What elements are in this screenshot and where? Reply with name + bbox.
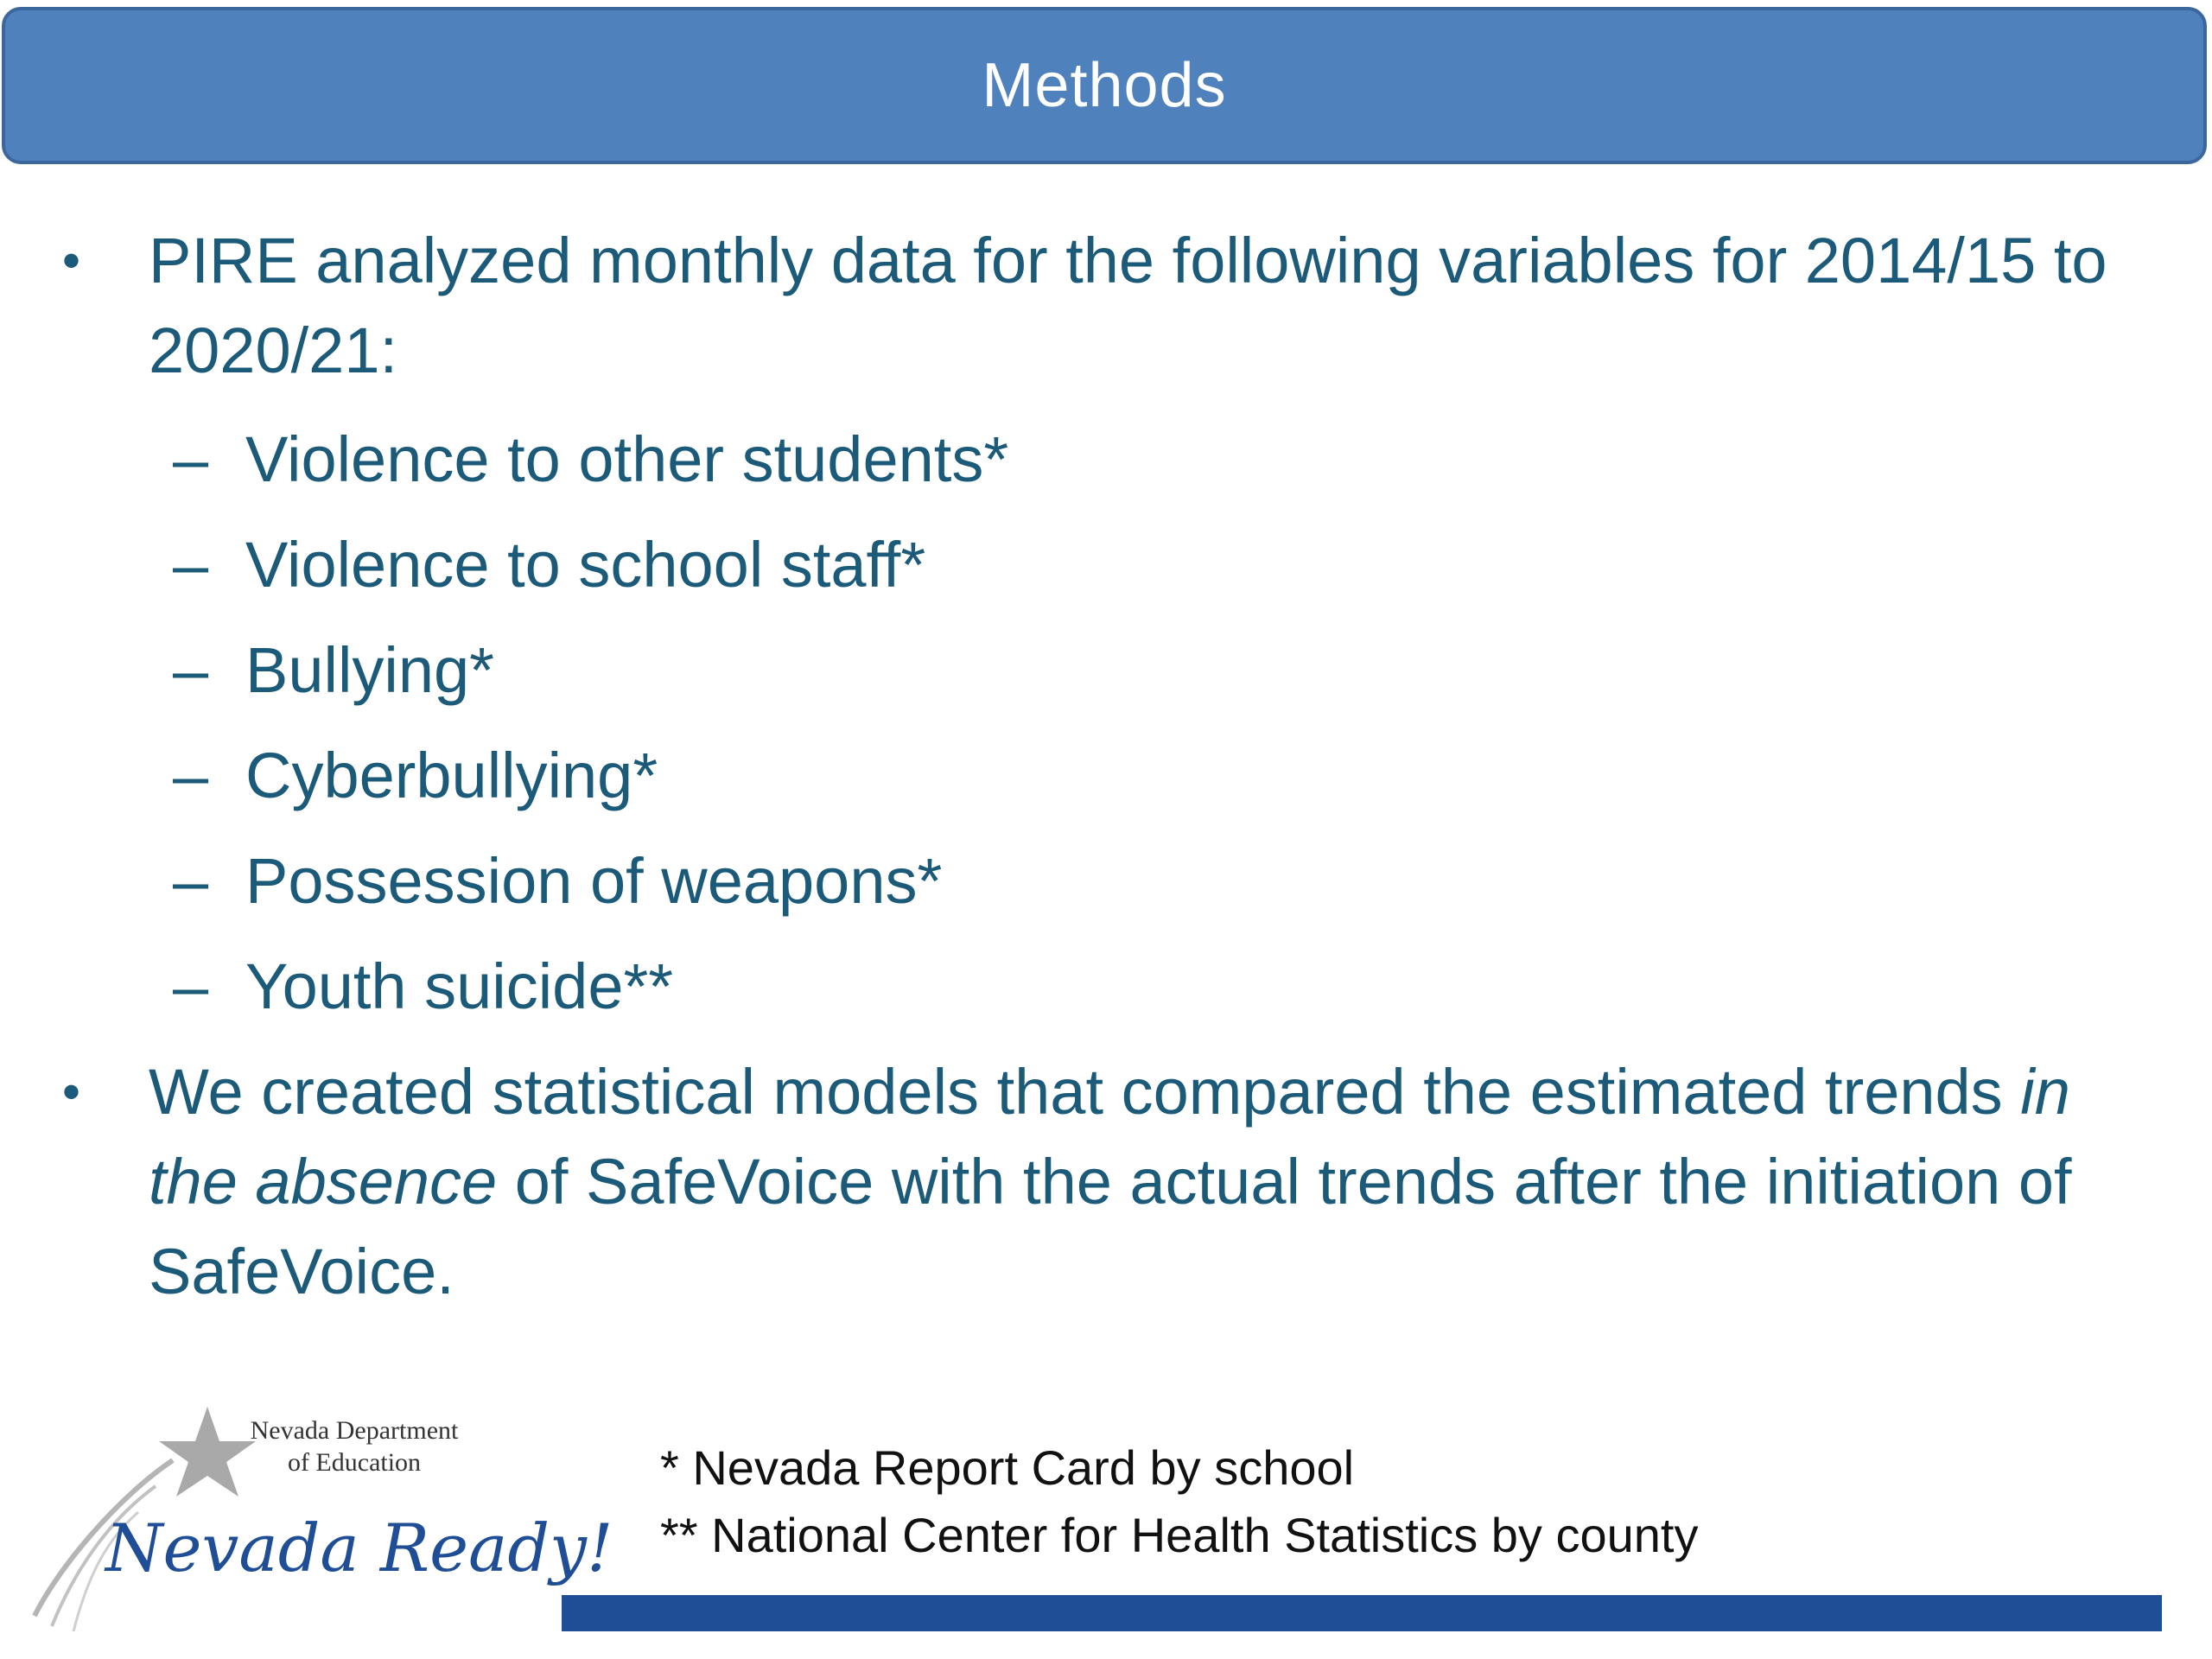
star-icon (159, 1407, 256, 1497)
footnote: ** National Center for Health Statistics by county (660, 1508, 1699, 1562)
bullet-text-start: We created statistical models that compared the estimated trends (149, 1056, 2003, 1128)
footnotes (660, 1434, 1698, 1569)
sub-item-text: Bullying* (245, 634, 494, 706)
sub-item-marker: – (173, 740, 209, 811)
sub-item-text: Cyberbullying* (245, 740, 658, 811)
footnote: * Nevada Report Card by school (660, 1440, 1355, 1495)
nevada-ready-logo (26, 1400, 613, 1650)
logo-agency-line1: Nevada Department (250, 1416, 459, 1445)
bottom-accent-bar (562, 1595, 2162, 1631)
logo-graphic (26, 1400, 613, 1650)
sub-item-text: Violence to school staff* (245, 529, 926, 601)
sub-item-text: Youth suicide** (245, 950, 674, 1022)
bullet-marker: • (62, 232, 81, 289)
sub-item-marker: – (173, 423, 209, 495)
sub-item-text: Possession of weapons* (245, 845, 943, 917)
sub-item-marker: – (173, 950, 209, 1022)
bullet-text-end: of SafeVoice with the actual trends after the initiation of SafeVoice. (149, 1146, 2072, 1307)
sub-item-text: Violence to other students* (245, 423, 1009, 495)
slide-title: Methods (982, 51, 1227, 120)
bullet-marker: • (62, 1063, 81, 1121)
sub-item-marker: – (173, 529, 209, 601)
bullet-text: PIRE analyzed monthly data for the following variables for 2014/15 to 2020/21: (149, 225, 2107, 386)
sub-item-marker: – (173, 634, 209, 706)
sub-item-marker: – (173, 845, 209, 917)
logo-slogan: Nevada Ready! (105, 1510, 613, 1586)
slide-title-bar (2, 7, 2207, 164)
bullet-text-emphasis: in the absence (149, 1056, 2070, 1217)
bullet-text (149, 1047, 2162, 1317)
logo-agency-line2: of Education (287, 1448, 422, 1477)
